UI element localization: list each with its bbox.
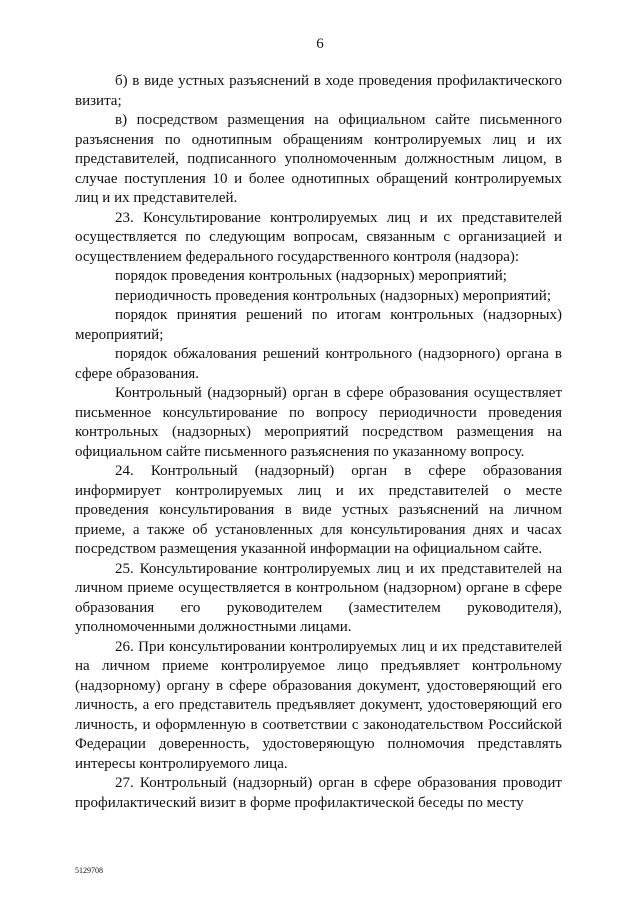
paragraph: в) посредством размещения на официальном сайте письменного разъяснения по однотипным обращениям контролируемых лиц и их представителей, подписанного уполномоченным должностным лицом, в случае поступления 10 и более однотипных обращений контролируемых лиц и их представителей. <box>75 112 562 206</box>
paragraph: 23. Консультирование контролируемых лиц и их представителей осуществляется по следующим вопросам, связанным с организацией и осуществлением федерального государственного контроля (надзора): <box>75 209 562 265</box>
paragraph: 27. Контрольный (надзорный) орган в сфере образования проводит профилактический визит в форме профилактической беседы по месту <box>75 775 562 811</box>
paragraph: порядок проведения контрольных (надзорных) мероприятий; <box>115 268 507 284</box>
paragraph: б) в виде устных разъяснений в ходе проведения профилактического визита; <box>75 73 562 109</box>
document-body <box>75 72 562 813</box>
paragraph: 26. При консультировании контролируемых лиц и их представителей на личном приеме контролируемое лицо предъявляет контрольному (надзорному) органу в сфере образования документ, удостоверяющий его личность, а его представитель предъявляет документ, удостоверяющий его личность, и оформленную в соответствии с законодательством Российской Федерации доверенность, удостоверяющую полномочия представлять интересы контролируемого лица. <box>75 638 562 772</box>
paragraph: порядок обжалования решений контрольного (надзорного) органа в сфере образования. <box>75 346 562 382</box>
footer-code: 5129708 <box>75 866 103 875</box>
page-number: 6 <box>316 36 324 52</box>
paragraph: порядок принятия решений по итогам контрольных (надзорных) мероприятий; <box>75 307 562 343</box>
paragraph: Контрольный (надзорный) орган в сфере образования осуществляет письменное консультирование по вопросу периодичности проведения контрольных (надзорных) мероприятий посредством размещения на официальном сайте письменного разъяснения по указанному вопросу. <box>75 385 562 460</box>
paragraph: 25. Консультирование контролируемых лиц и их представителей на личном приеме осуществляется в контрольном (надзорном) органе в сфере образования его руководителем (заместителем руководителя), уполномоченными должностными лицами. <box>75 560 562 635</box>
paragraph: периодичность проведения контрольных (надзорных) мероприятий; <box>115 287 552 304</box>
paragraph: 24. Контрольный (надзорный) орган в сфере образования информирует контролируемых лиц и их представителей о месте проведения консультирования в виде устных разъяснений на личном приеме, а также об установленных для консультирования днях и часах посредством размещения указанной информации на официальном сайте. <box>75 463 562 557</box>
